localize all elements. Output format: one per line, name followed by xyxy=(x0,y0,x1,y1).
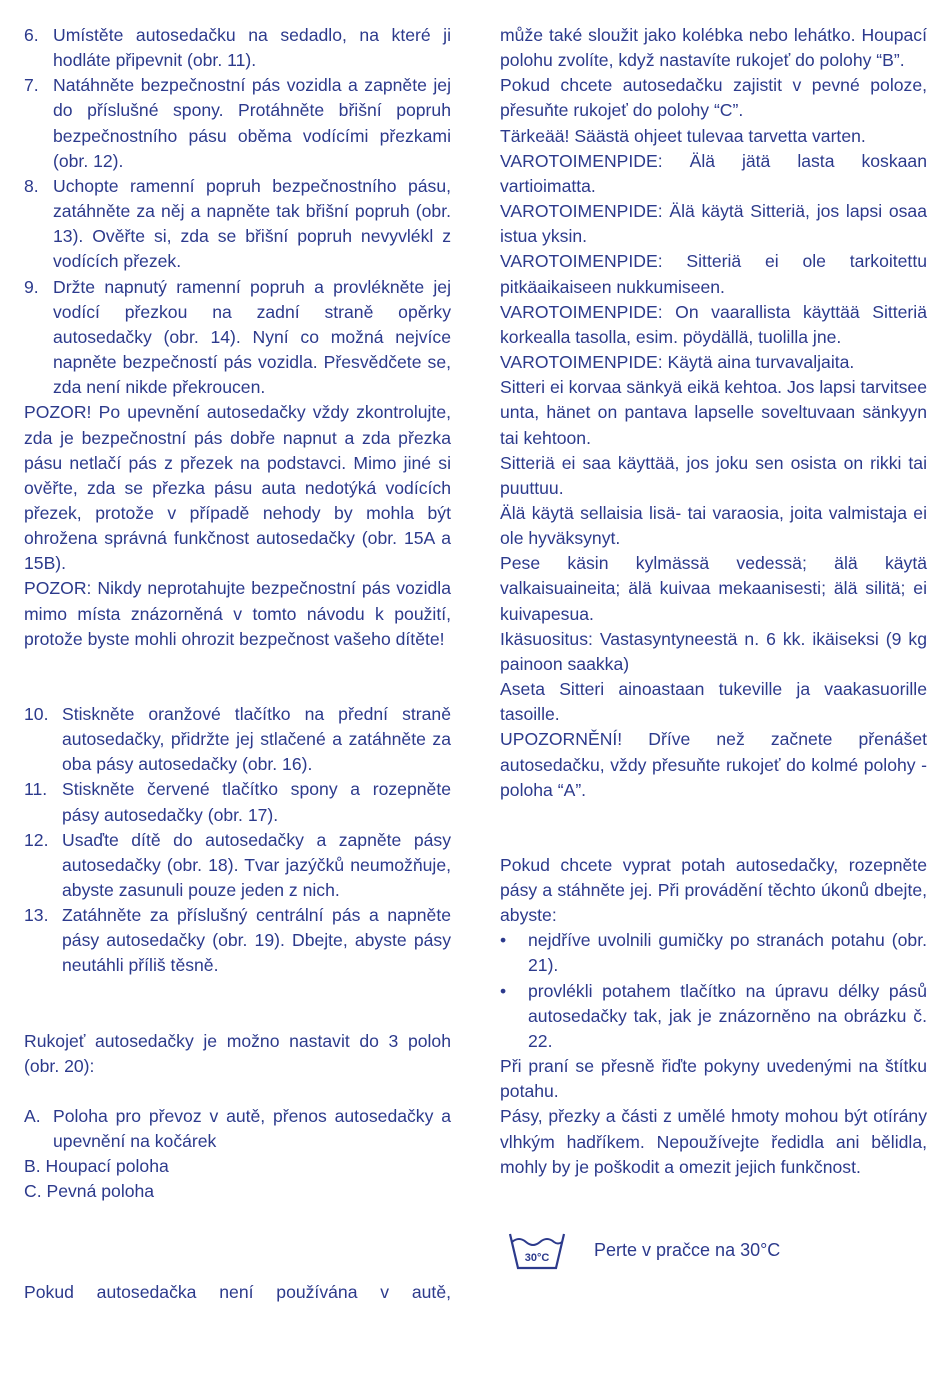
step-number: 8. xyxy=(24,175,39,196)
bullet-text: nejdříve uvolnili gumičky po stranách potahu (obr. 21). xyxy=(528,930,927,976)
wash-intro: Pokud chcete vyprat potah autosedačky, rozepněte pásy a stáhněte jej. Při provádění těchto úkonů dbejte, abyste: xyxy=(500,854,927,926)
step-text: Natáhněte bezpečnostní pás vozidla a zapněte jej do příslušné spony. Protáhněte břišní popruh bezpečnostního pásu oběma vodícími přezkami (obr. 12). xyxy=(53,75,451,171)
spacer xyxy=(24,979,451,1029)
step-7 xyxy=(24,73,451,174)
step-text: Stiskněte oranžové tlačítko na přední straně autosedačky, přidržte jej stlačené a zatáhněte za oba pásy autosedačky (obr. 16). xyxy=(62,703,451,775)
paragraph: může také sloužit jako kolébka nebo lehátko. Houpací polohu zvolíte, když nastavíte rukojeť do polohy “B”. xyxy=(500,25,927,71)
wash-30-icon xyxy=(508,1230,566,1272)
bullet-mark: • xyxy=(500,930,507,951)
step-9 xyxy=(24,275,451,401)
warning-paragraph: VAROTOIMENPIDE: On vaarallista käyttää Sitteriä korkealla tasolla, esim. pöydällä, tuolilla jne. xyxy=(500,301,927,347)
paragraph: Pásy, přezky a části z umělé hmoty mohou být otírány vlhkým hadříkem. Nepoužívejte ředidla ani bělidla, mohly by je poškodit a omezit jejich funkčnost. xyxy=(500,1106,927,1177)
step-text: Zatáhněte za příslušný centrální pás a napněte pásy autosedačky (obr. 19). Dbejte, abyste pásy neutáhli příliš těsně. xyxy=(62,905,451,976)
spacer xyxy=(24,652,451,702)
position-c: C. Pevná poloha xyxy=(24,1181,155,1202)
step-text: Držte napnutý ramenní popruh a provlékněte jej vodící přezkou na zadní straně opěrky autosedačky (obr. 14). Nyní co možná nejvíce napněte bezpečností pás vozidla. Přesvědčete se, zda není nikde překroucen. xyxy=(53,276,451,398)
step-text: Uchopte ramenní popruh bezpečnostního pásu, zatáhněte za něj a napněte tak břišní popruh (obr. 13). Ověřte si, zda se břišní popruh nevyvlékl z vodících přezek. xyxy=(53,175,451,272)
spacer xyxy=(24,1205,451,1280)
bullet-item xyxy=(500,928,927,978)
paragraph: Älä käytä sellaisia lisä- tai varaosia, joita valmistaja ei ole hyväksynyt. xyxy=(500,502,927,549)
paragraph: Ikäsuositus: Vastasyntyneestä n. 6 kk. ikäiseksi (9 kg painoon saakka) xyxy=(500,628,927,674)
continued-paragraph: Pokud autosedačka není používána v autě, xyxy=(24,1281,451,1302)
step-number: 10. xyxy=(24,703,49,724)
warning-paragraph: UPOZORNĚNÍ! Dříve než začnete přenášet autosedačku, vždy přesuňte rukojeť do kolmé polohy - poloha “A”. xyxy=(500,729,927,800)
position-b: B. Houpací poloha xyxy=(24,1156,169,1177)
step-10 xyxy=(24,702,451,777)
step-number: 7. xyxy=(24,75,39,96)
right-column xyxy=(500,23,927,1272)
paragraph: Pokud chcete autosedačku zajistit v pevné poloze, přesuňte rukojeť do polohy “C”. xyxy=(500,75,927,121)
step-number: 13. xyxy=(24,905,49,926)
step-text: Stiskněte červené tlačítko spony a rozepněte pásy autosedačky (obr. 17). xyxy=(62,779,451,825)
wash-label: Perte v pračce na 30°C xyxy=(594,1240,781,1261)
bullet-mark: • xyxy=(500,980,507,1001)
warning-paragraph: VAROTOIMENPIDE: Älä jätä lasta koskaan vartioimatta. xyxy=(500,150,927,196)
paragraph: Sitteri ei korvaa sänkyä eikä kehtoa. Jos lapsi tarvitsee unta, hänet on pantava lapselle soveltuvaan sänkyyn tai kehtoon. xyxy=(500,377,927,448)
bullet-item xyxy=(500,979,927,1054)
step-number: 12. xyxy=(24,829,49,850)
warning-paragraph: POZOR! Po upevnění autosedačky vždy zkontrolujte, zda je bezpečnostní pás dobře napnut a zda přezka pásu netlačí pás z přezek na podstavci. Mimo jiné si ověřte, zda se přezka pásu auta nedotýká vodících přezek, protože v případě nehody by mohla být ohrožena správná funkčnost autosedačky (obr. 15A a 15B). xyxy=(24,402,451,574)
warning-paragraph: VAROTOIMENPIDE: Älä käytä Sitteriä, jos lapsi osaa istua yksin. xyxy=(500,201,927,247)
step-text: Umístěte autosedačku na sedadlo, na které ji hodláte připevnit (obr. 11). xyxy=(53,25,451,71)
wash-temp-label: 30°C xyxy=(524,1251,550,1264)
step-13 xyxy=(24,903,451,978)
paragraph: Sitteriä ei saa käyttää, jos joku sen osista on rikki tai puuttuu. xyxy=(500,452,927,498)
paragraph: Pese käsin kylmässä vedessä; älä käytä valkaisuaineita; älä kuivaa mekaanisesti; älä silitä; ei kuivapesua. xyxy=(500,553,927,624)
warning-paragraph: VAROTOIMENPIDE: Käytä aina turvavaljaita. xyxy=(500,352,855,373)
spacer xyxy=(500,1180,927,1230)
bullet-text: provlékli potahem tlačítko na úpravu délky pásů autosedačky tak, jak je znázorněno na obrázku č. 22. xyxy=(528,980,927,1051)
step-number: 11. xyxy=(24,779,48,800)
handle-intro: Rukojeť autosedačky je možno nastavit do 3 poloh (obr. 20): xyxy=(24,1030,451,1076)
step-11 xyxy=(24,777,451,827)
warning-paragraph: POZOR: Nikdy neprotahujte bezpečnostní pás vozidla mimo místa znázorněná v tomto návodu k použití, protože byste mohli ohrozit bezpečnost vašeho dítěte! xyxy=(24,578,451,649)
step-6 xyxy=(24,23,451,73)
step-number: 6. xyxy=(24,25,39,45)
position-letter: A. xyxy=(24,1105,41,1126)
step-number: 9. xyxy=(24,276,39,297)
step-text: Usaďte dítě do autosedačky a zapněte pásy autosedačky (obr. 18). Tvar jazýčků neumožňuje, abyste zasunuli pouze jeden z nich. xyxy=(62,829,451,900)
paragraph: Při praní se přesně řiďte pokyny uvedenými na štítku potahu. xyxy=(500,1056,927,1102)
spacer xyxy=(24,1079,451,1104)
position-a xyxy=(24,1104,451,1154)
step-12 xyxy=(24,828,451,903)
step-8 xyxy=(24,174,451,275)
wash-instruction xyxy=(500,1230,927,1272)
left-column xyxy=(24,23,451,1305)
position-text: Poloha pro převoz v autě, přenos autosedačky a upevnění na kočárek xyxy=(53,1105,451,1152)
warning-paragraph: VAROTOIMENPIDE: Sitteriä ei ole tarkoitettu pitkäaikaiseen nukkumiseen. xyxy=(500,251,927,297)
spacer xyxy=(500,803,927,853)
paragraph: Aseta Sitteri ainoastaan tukeville ja vaakasuorille tasoille. xyxy=(500,679,927,725)
paragraph: Tärkeää! Säästä ohjeet tulevaa tarvetta varten. xyxy=(500,125,866,146)
